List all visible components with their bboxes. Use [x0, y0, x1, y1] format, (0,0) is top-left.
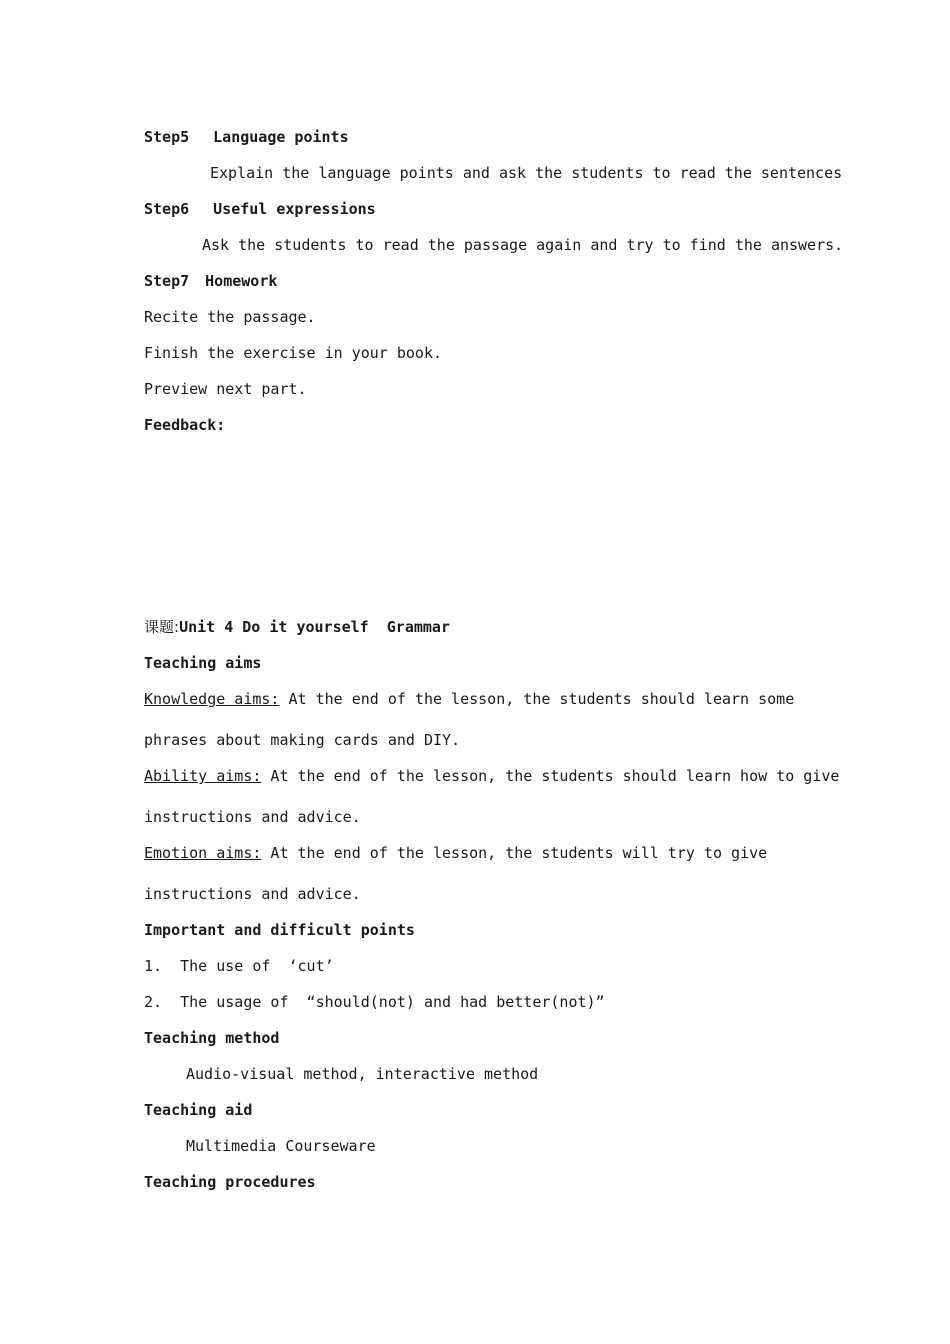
ability-aims-text: At the end of the lesson, the students should learn how to give	[261, 767, 840, 785]
step5-heading	[144, 128, 349, 146]
ability-aims-label: Ability aims:	[144, 767, 262, 785]
knowledge-aims	[144, 690, 794, 708]
emotion-aims-label: Emotion aims:	[144, 844, 262, 862]
knowledge-aims-cont: phrases about making cards and DIY.	[144, 731, 461, 749]
knowledge-aims-text: At the end of the lesson, the students should learn some	[279, 690, 795, 708]
step7-title: Homework	[205, 272, 278, 290]
step7-label: Step7	[144, 272, 190, 290]
feedback-label: Feedback:	[144, 416, 226, 434]
points-heading: Important and difficult points	[144, 921, 415, 939]
emotion-aims-text: At the end of the lesson, the students will try to give	[261, 844, 768, 862]
step6-body: Ask the students to read the passage again and try to find the answers.	[202, 236, 844, 254]
ability-aims	[144, 767, 839, 785]
teaching-method-text: Audio-visual method, interactive method	[186, 1065, 539, 1083]
topic-title: Unit 4 Do it yourself Grammar	[179, 618, 450, 636]
teaching-aid-text: Multimedia Courseware	[186, 1137, 376, 1155]
topic-prefix: 课题:	[144, 618, 180, 636]
step5-title: Language points	[213, 128, 349, 146]
homework-item: Finish the exercise in your book.	[144, 344, 443, 362]
knowledge-aims-label: Knowledge aims:	[144, 690, 280, 708]
emotion-aims	[144, 844, 767, 862]
step6-heading	[144, 200, 376, 218]
step5-body: Explain the language points and ask the students to read the sentences	[210, 164, 843, 182]
emotion-aims-cont: instructions and advice.	[144, 885, 361, 903]
list-item: 1. The use of ‘cut’	[144, 957, 334, 975]
list-item: 2. The usage of “should(not) and had better(not)”	[144, 993, 605, 1011]
teaching-aid-heading: Teaching aid	[144, 1101, 253, 1119]
step6-label: Step6	[144, 200, 190, 218]
homework-item: Recite the passage.	[144, 308, 316, 326]
teaching-aims-heading: Teaching aims	[144, 654, 262, 672]
teaching-procedures-heading: Teaching procedures	[144, 1173, 316, 1191]
step6-title: Useful expressions	[213, 200, 376, 218]
lesson-topic	[144, 618, 450, 636]
ability-aims-cont: instructions and advice.	[144, 808, 361, 826]
homework-item: Preview next part.	[144, 380, 307, 398]
teaching-method-heading: Teaching method	[144, 1029, 280, 1047]
step5-label: Step5	[144, 128, 190, 146]
step7-heading	[144, 272, 277, 290]
